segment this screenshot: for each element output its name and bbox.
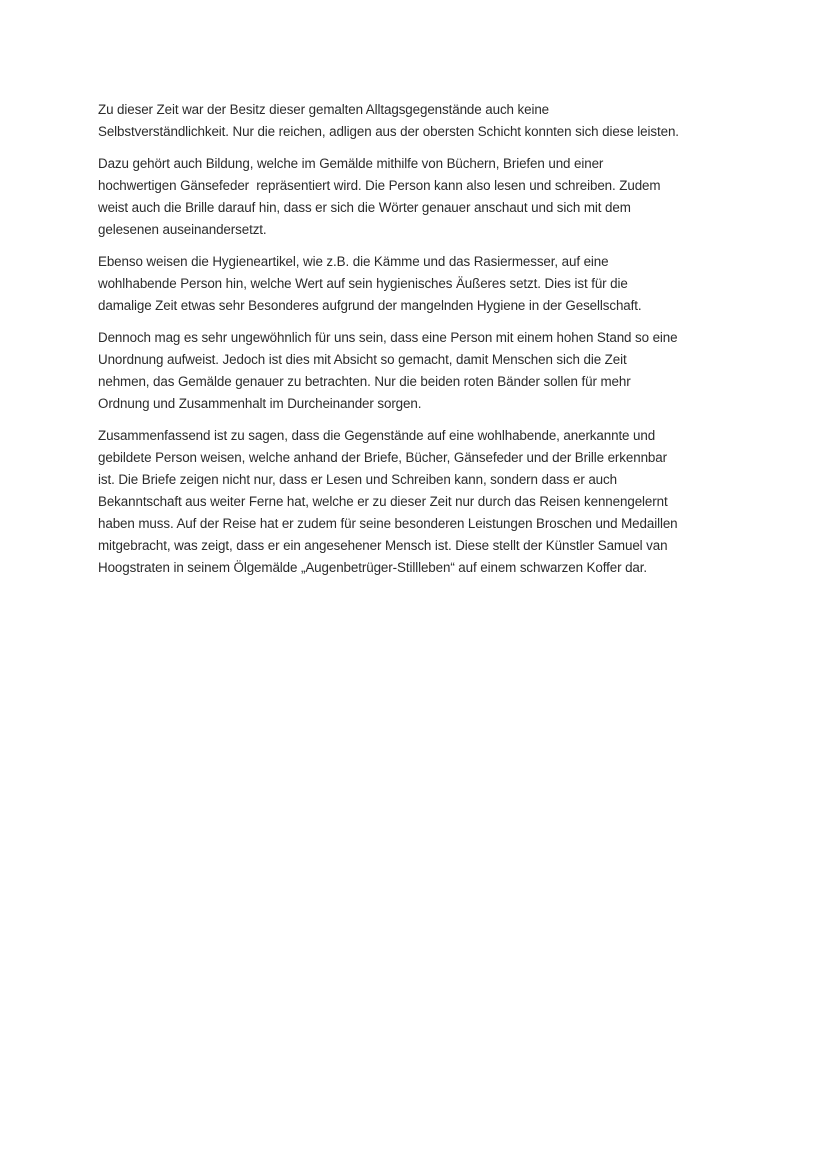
text-line: Ebenso weisen die Hygieneartikel, wie z.B. die Kämme und das Rasiermesser, auf eine — [98, 254, 609, 269]
text-line: damalige Zeit etwas sehr Besonderes aufgrund der mangelnden Hygiene in der Gesellschaft. — [98, 298, 642, 313]
text-line: wohlhabende Person hin, welche Wert auf sein hygienisches Äußeres setzt. Dies ist für die — [98, 276, 628, 291]
text-line: hochwertigen Gänsefeder repräsentiert wird. Die Person kann also lesen und schreiben. Zudem — [98, 178, 661, 193]
text-line: nehmen, das Gemälde genauer zu betrachten. Nur die beiden roten Bänder sollen für mehr — [98, 374, 631, 389]
text-line: ist. Die Briefe zeigen nicht nur, dass er Lesen und Schreiben kann, sondern dass er auch — [98, 472, 617, 487]
paragraph-4 — [98, 327, 738, 415]
paragraph-2 — [98, 153, 738, 241]
document-body — [98, 99, 738, 589]
text-line: Zu dieser Zeit war der Besitz dieser gemalten Alltagsgegenstände auch keine — [98, 102, 550, 117]
text-line: gebildete Person weisen, welche anhand der Briefe, Bücher, Gänsefeder und der Brille erkennbar — [98, 450, 667, 465]
text-line: Ordnung und Zusammenhalt im Durcheinander sorgen. — [98, 396, 422, 411]
text-line: Bekanntschaft aus weiter Ferne hat, welche er zu dieser Zeit nur durch das Reisen kennengelernt — [98, 494, 668, 509]
text-line: weist auch die Brille darauf hin, dass er sich die Wörter genauer anschaut und sich mit dem — [98, 200, 631, 215]
text-line: Unordnung aufweist. Jedoch ist dies mit Absicht so gemacht, damit Menschen sich die Zeit — [98, 352, 627, 367]
text-line: Dazu gehört auch Bildung, welche im Gemälde mithilfe von Büchern, Briefen und einer — [98, 156, 604, 171]
text-line: Zusammenfassend ist zu sagen, dass die Gegenstände auf eine wohlhabende, anerkannte und — [98, 428, 656, 443]
paragraph-3 — [98, 251, 738, 317]
text-line: haben muss. Auf der Reise hat er zudem für seine besonderen Leistungen Broschen und Medaillen — [98, 516, 678, 531]
text-line: Dennoch mag es sehr ungewöhnlich für uns sein, dass eine Person mit einem hohen Stand so eine — [98, 330, 678, 345]
paragraph-1 — [98, 99, 738, 143]
text-line: Hoogstraten in seinem Ölgemälde „Augenbetrüger-Stillleben“ auf einem schwarzen Koffer dar. — [98, 560, 648, 575]
text-line: gelesenen auseinandersetzt. — [98, 222, 267, 237]
text-line: mitgebracht, was zeigt, dass er ein angesehener Mensch ist. Diese stellt der Künstler Samuel van — [98, 538, 668, 553]
paragraph-5 — [98, 425, 738, 579]
text-line: Selbstverständlichkeit. Nur die reichen, adligen aus der obersten Schicht konnten sich diese leisten. — [98, 124, 679, 139]
